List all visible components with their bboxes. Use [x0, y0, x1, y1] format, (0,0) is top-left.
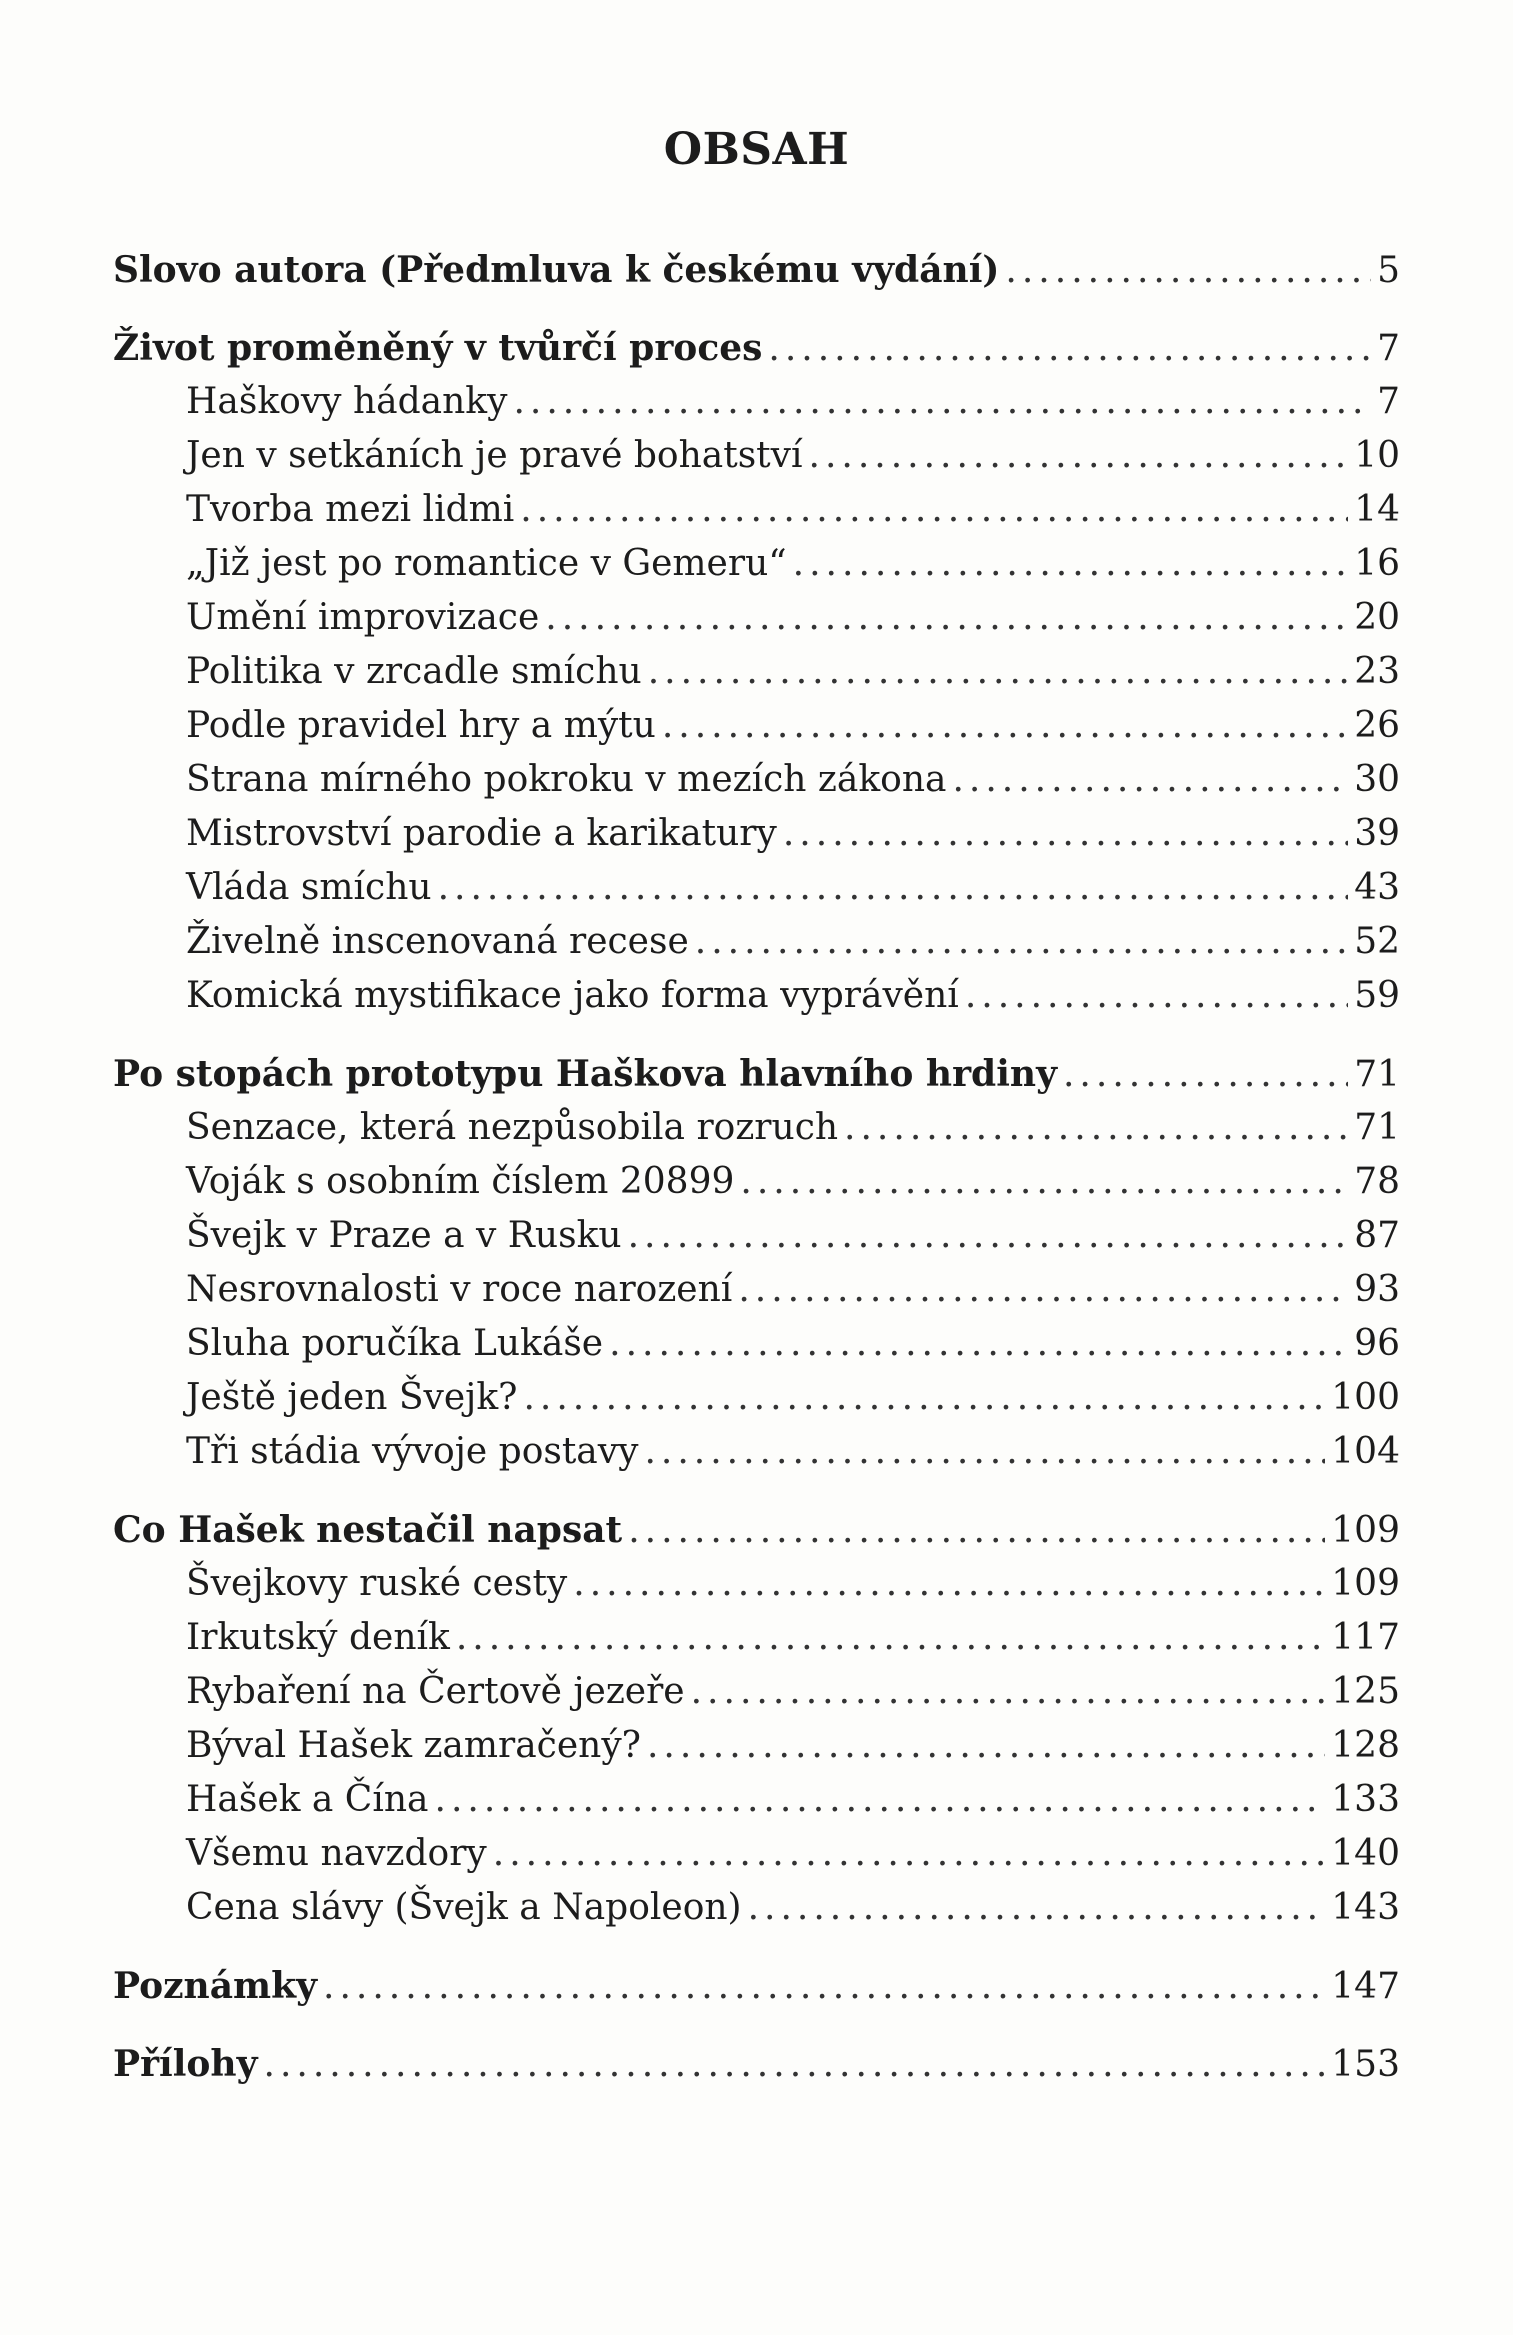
- dot-leader: [809, 429, 1349, 483]
- page-number: 104: [1331, 1431, 1400, 1472]
- toc-subentry: [113, 1425, 1400, 1479]
- page-number: 100: [1331, 1377, 1400, 1418]
- entry-title: Tři stádia vývoje postavy: [186, 1431, 639, 1472]
- entry-title: Mistrovství parodie a karikatury: [186, 813, 777, 854]
- toc-subentry: [113, 1557, 1400, 1611]
- toc-subentry: [113, 591, 1400, 645]
- entry-title: Přílohy: [113, 2043, 258, 2085]
- entry-title: „Již jest po romantice v Gemeru“: [186, 543, 787, 584]
- page-number: 7: [1377, 328, 1400, 369]
- page-number: 52: [1354, 921, 1400, 962]
- toc-subentry: [113, 537, 1400, 591]
- entry-title: Slovo autora (Předmluva k českému vydání): [113, 249, 1000, 291]
- dot-leader: [952, 753, 1348, 807]
- entry-title: Cena slávy (Švejk a Napoleon): [186, 1887, 742, 1928]
- page-number: 87: [1354, 1215, 1400, 1256]
- toc-section: [113, 1503, 1400, 1935]
- toc-chapter-entry: [113, 1047, 1400, 1101]
- toc-subentry: [113, 1101, 1400, 1155]
- entry-title: Umění improvizace: [186, 597, 540, 638]
- page-number: 16: [1354, 543, 1400, 584]
- entry-title: Senzace, která nezpůsobila rozruch: [186, 1107, 839, 1148]
- toc-section: [113, 1047, 1400, 1479]
- toc-subentry: [113, 375, 1400, 429]
- page-number: 59: [1354, 975, 1400, 1016]
- toc-subentry: [113, 1209, 1400, 1263]
- entry-title: Co Hašek nestačil napsat: [113, 1509, 623, 1551]
- dot-leader: [628, 1209, 1349, 1263]
- book-page: [113, 0, 1400, 2115]
- toc-section: [113, 321, 1400, 1023]
- toc-section: [113, 243, 1400, 297]
- page-number: 140: [1331, 1833, 1400, 1874]
- toc-subentry: [113, 1611, 1400, 1665]
- page-title: OBSAH: [663, 124, 850, 175]
- toc-subentry: [113, 1719, 1400, 1773]
- page-number: 143: [1331, 1887, 1400, 1928]
- toc-subentry: [113, 1827, 1400, 1881]
- page-number: 96: [1354, 1323, 1400, 1364]
- page-number: 153: [1331, 2044, 1400, 2085]
- page-number: 23: [1354, 651, 1400, 692]
- entry-title: Sluha poručíka Lukáše: [186, 1323, 604, 1364]
- dot-leader: [264, 2038, 1326, 2092]
- toc-chapter-entry: [113, 321, 1400, 375]
- entry-title: Živelně inscenovaná recese: [186, 921, 689, 962]
- page-number: 26: [1354, 705, 1400, 746]
- entry-title: Všemu navzdory: [186, 1833, 487, 1874]
- entry-title: Švejk v Praze a v Rusku: [186, 1215, 622, 1256]
- entry-title: Irkutský deník: [186, 1617, 450, 1658]
- toc-section: [113, 2037, 1400, 2091]
- dot-leader: [748, 1881, 1326, 1935]
- page-number: 43: [1354, 867, 1400, 908]
- toc-subentry: [113, 1155, 1400, 1209]
- entry-title: Život proměněný v tvůrčí proces: [113, 327, 763, 369]
- entry-title: Švejkovy ruské cesty: [186, 1563, 568, 1604]
- page-number: 128: [1331, 1725, 1400, 1766]
- toc-chapter-entry: [113, 1503, 1400, 1557]
- toc-subentry: [113, 483, 1400, 537]
- page-number: 10: [1354, 435, 1400, 476]
- entry-title: Vláda smíchu: [186, 867, 432, 908]
- dot-leader: [573, 1557, 1325, 1611]
- page-number: 109: [1331, 1510, 1400, 1551]
- page-number: 71: [1354, 1107, 1400, 1148]
- entry-title: Po stopách prototypu Haškova hlavního hrdiny: [113, 1053, 1057, 1095]
- dot-leader: [740, 1155, 1348, 1209]
- toc-subentry: [113, 807, 1400, 861]
- entry-title: Strana mírného pokroku v mezích zákona: [186, 759, 947, 800]
- toc-chapter-entry: [113, 1959, 1400, 2013]
- toc-chapter-entry: [113, 2037, 1400, 2091]
- dot-leader: [545, 591, 1348, 645]
- entry-title: Nesrovnalosti v roce narození: [186, 1269, 733, 1310]
- table-of-contents: [113, 243, 1400, 2091]
- entry-title: Haškovy hádanky: [186, 381, 508, 422]
- dot-leader: [844, 1101, 1348, 1155]
- page-number: 133: [1331, 1779, 1400, 1820]
- page-number: 39: [1354, 813, 1400, 854]
- toc-chapter-entry: [113, 243, 1400, 297]
- dot-leader: [493, 1827, 1326, 1881]
- dot-leader: [435, 1773, 1326, 1827]
- toc-subentry: [113, 861, 1400, 915]
- dot-leader: [644, 1425, 1325, 1479]
- dot-leader: [513, 375, 1371, 429]
- toc-subentry: [113, 645, 1400, 699]
- toc-subentry: [113, 429, 1400, 483]
- page-number: 125: [1331, 1671, 1400, 1712]
- entry-title: Ještě jeden Švejk?: [186, 1377, 518, 1418]
- dot-leader: [648, 645, 1348, 699]
- toc-subentry: [113, 1371, 1400, 1425]
- dot-leader: [691, 1665, 1326, 1719]
- toc-subentry: [113, 1881, 1400, 1935]
- toc-subentry: [113, 1665, 1400, 1719]
- dot-leader: [793, 537, 1349, 591]
- toc-subentry: [113, 1263, 1400, 1317]
- dot-leader: [965, 969, 1348, 1023]
- dot-leader: [520, 483, 1348, 537]
- entry-title: Voják s osobním číslem 20899: [186, 1161, 735, 1202]
- entry-title: Tvorba mezi lidmi: [186, 489, 515, 530]
- page-number: 7: [1377, 381, 1400, 422]
- dot-leader: [1005, 244, 1371, 298]
- entry-title: Politika v zrcadle smíchu: [186, 651, 642, 692]
- dot-leader: [783, 807, 1348, 861]
- page-number: 5: [1377, 250, 1400, 291]
- toc-subentry: [113, 969, 1400, 1023]
- toc-section: [113, 1959, 1400, 2013]
- page-number: 117: [1331, 1617, 1400, 1658]
- toc-subentry: [113, 699, 1400, 753]
- page-number: 20: [1354, 597, 1400, 638]
- dot-leader: [609, 1317, 1348, 1371]
- entry-title: Býval Hašek zamračený?: [186, 1725, 641, 1766]
- entry-title: Podle pravidel hry a mýtu: [186, 705, 656, 746]
- page-number: 71: [1354, 1054, 1400, 1095]
- entry-title: Jen v setkáních je pravé bohatství: [186, 435, 803, 476]
- entry-title: Rybaření na Čertově jezeře: [186, 1671, 685, 1712]
- entry-title: Poznámky: [113, 1965, 318, 2007]
- page-number: 14: [1354, 489, 1400, 530]
- dot-leader: [323, 1960, 1325, 2014]
- dot-leader: [768, 322, 1371, 376]
- entry-title: Komická mystifikace jako forma vyprávění: [186, 975, 959, 1016]
- dot-leader: [647, 1719, 1325, 1773]
- page-number: 78: [1354, 1161, 1400, 1202]
- dot-leader: [523, 1371, 1325, 1425]
- dot-leader: [662, 699, 1348, 753]
- toc-subentry: [113, 915, 1400, 969]
- toc-subentry: [113, 753, 1400, 807]
- toc-subentry: [113, 1317, 1400, 1371]
- page-number: 109: [1331, 1563, 1400, 1604]
- page-number: 93: [1354, 1269, 1400, 1310]
- page-number: 147: [1331, 1966, 1400, 2007]
- dot-leader: [628, 1504, 1325, 1558]
- dot-leader: [738, 1263, 1348, 1317]
- dot-leader: [438, 861, 1349, 915]
- dot-leader: [456, 1611, 1325, 1665]
- toc-subentry: [113, 1773, 1400, 1827]
- dot-leader: [1063, 1048, 1348, 1102]
- page-number: 30: [1354, 759, 1400, 800]
- dot-leader: [695, 915, 1348, 969]
- entry-title: Hašek a Čína: [186, 1779, 429, 1820]
